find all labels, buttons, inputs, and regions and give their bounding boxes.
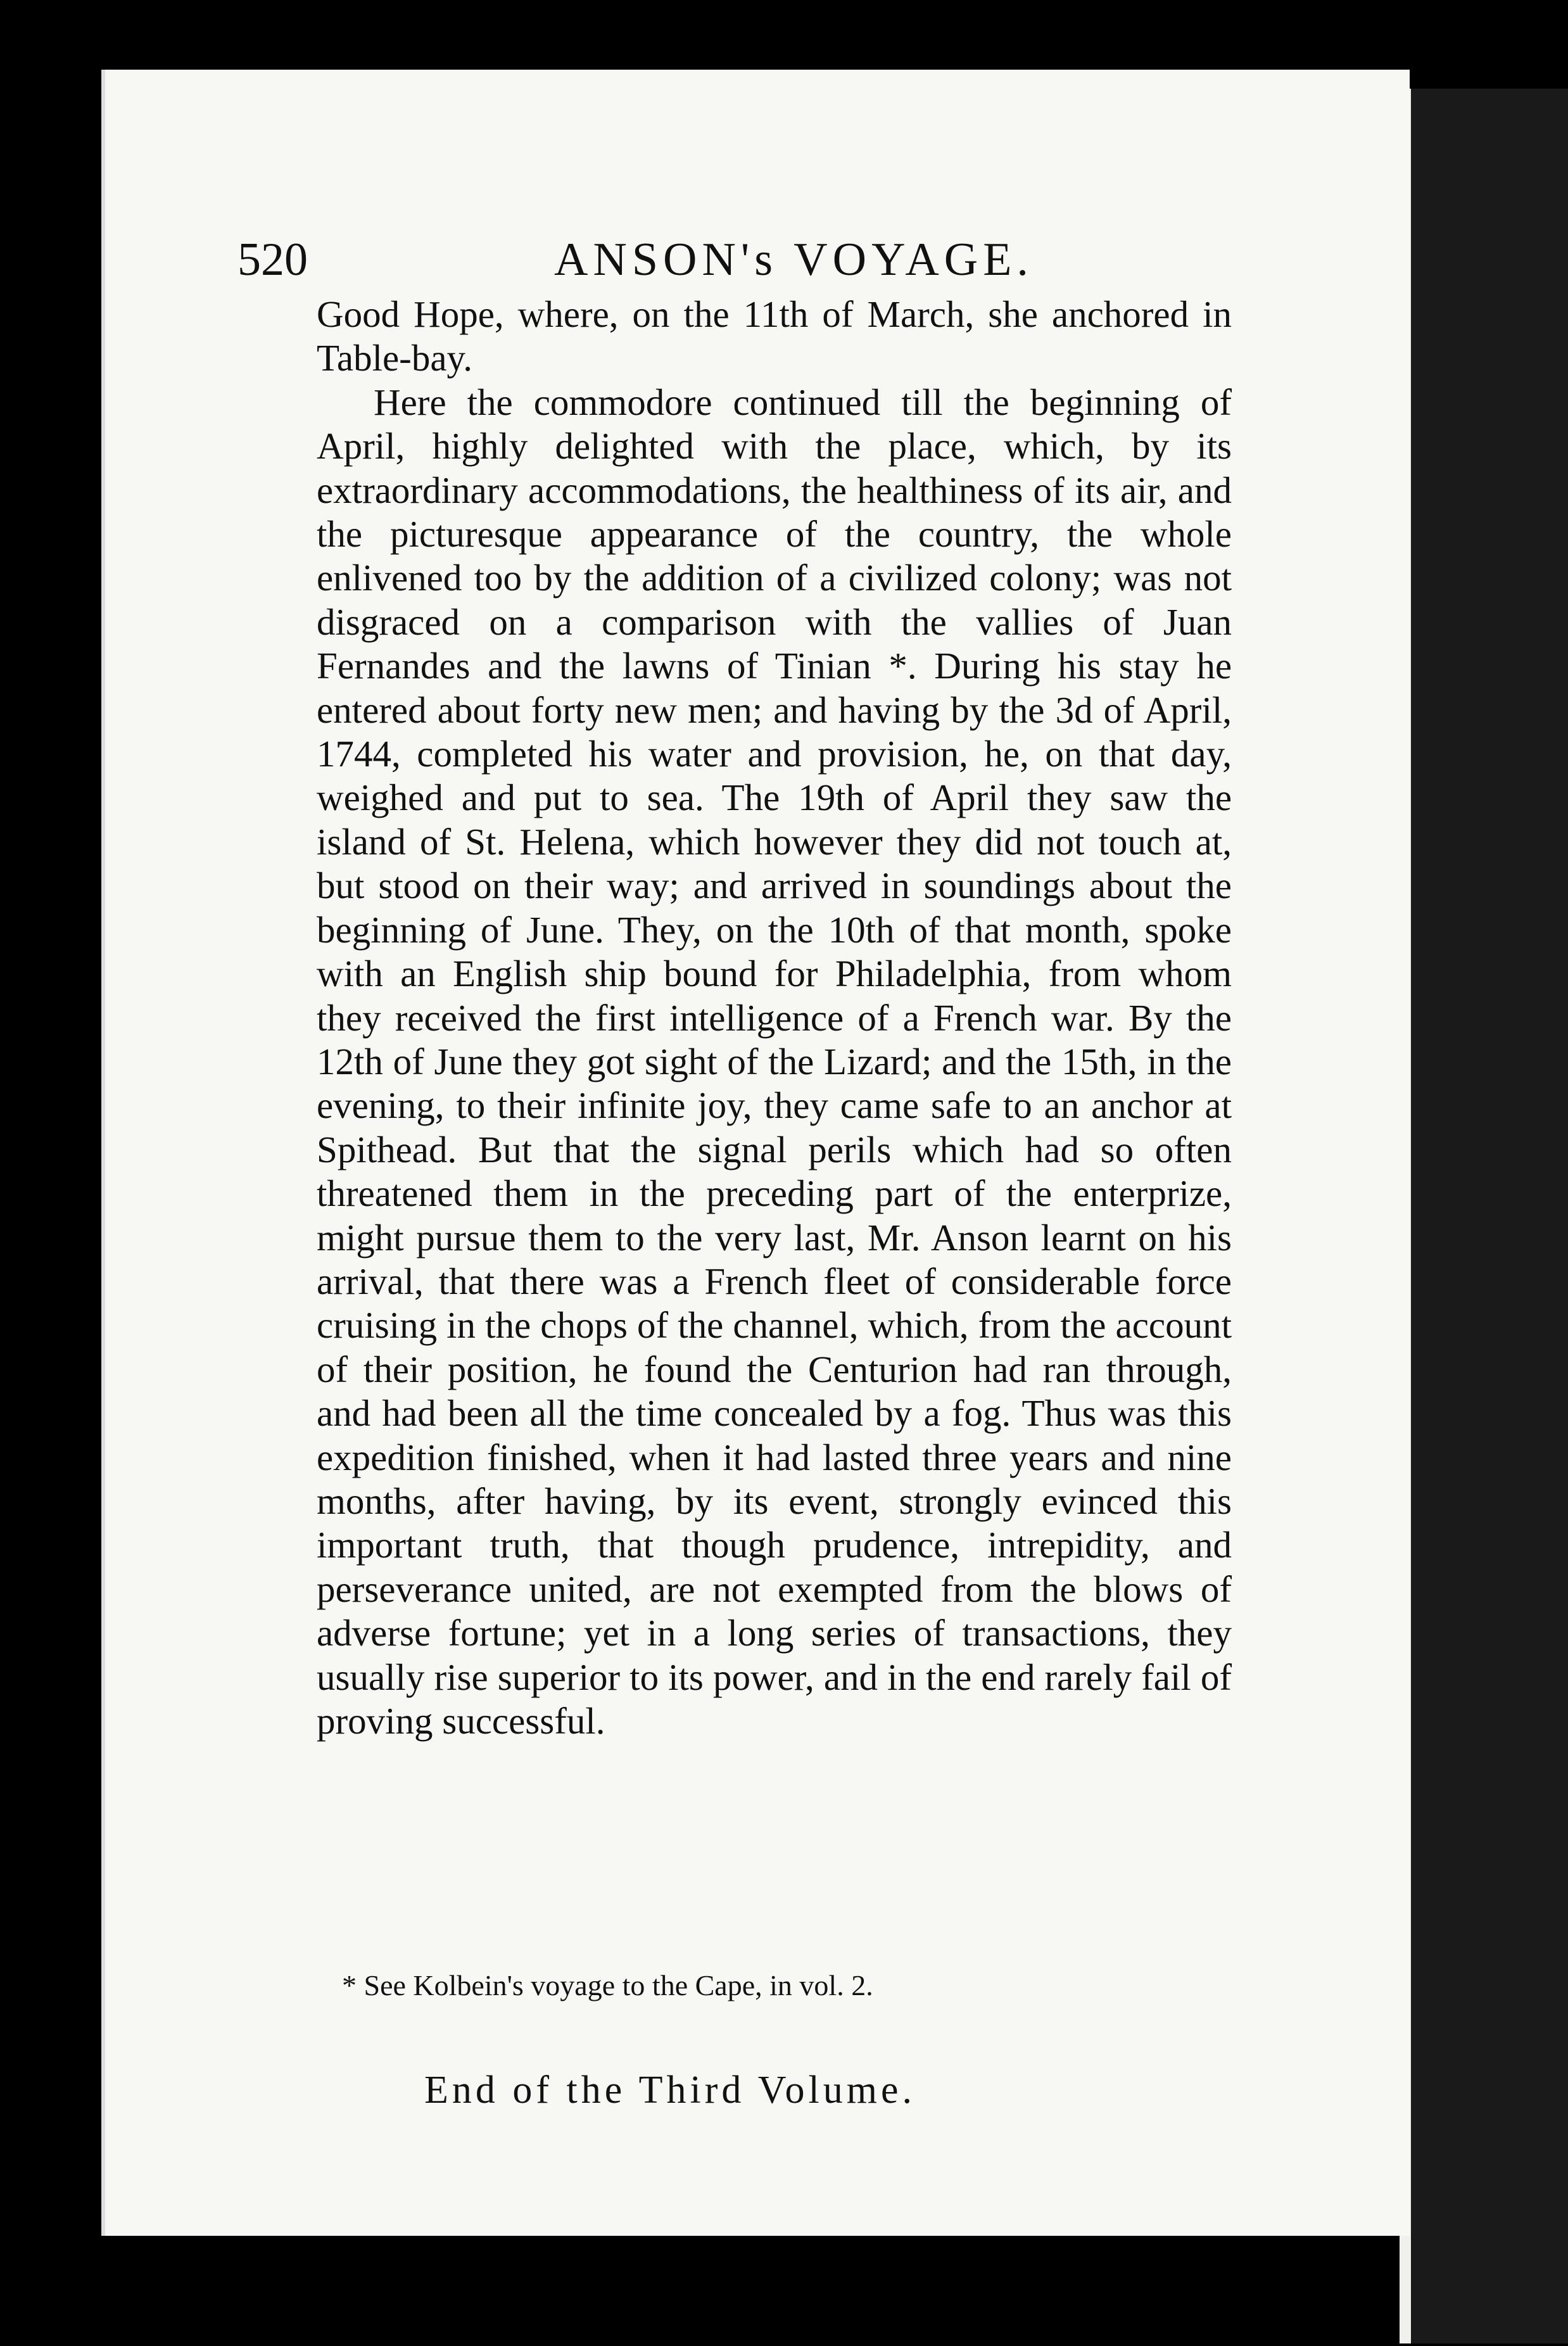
paragraph-main: Here the commodore continued till the beginning of April, highly delighted with the place, which, by its extraordinary accommodations, the healthiness of its air, and the picturesque appearance of the country, the whole enlivened too by the addition of a civilized colony; was not disgraced on a comparison with the vallies of Juan Fernandes and the lawns of Tinian *. During his stay he entered about forty new men; and having by the 3d of April, 1744, completed his water and provision, he, on that day, weighed and put to sea. The 19th of April they saw the island of St. Helena, which however they did not touch at, but stood on their way; and arrived in soundings about the beginning of June. They, on the 10th of that month, spoke with an English ship bound for Philadelphia, from whom they received the first intelligence of a French war. By the 12th of June they got sight of the Lizard; and the 15th, in the evening, to their infinite joy, they came safe to an anchor at Spithead. But that the signal perils which had so often threatened them in the preceding part of the enterprize, might pursue them to the very last, Mr. Anson learnt on his arrival, that there was a French fleet of considerable force cruising in the chops of the channel, which, from the account of their position, he found the Centurion had ran through, and had been all the time concealed by a fog. Thus was this expedition finished, when it had lasted three years and nine months, after having, by its event, strongly evinced this important truth, that though prudence, intrepidity, and perseverance united, are not exempted from the blows of adverse fortune; yet in a long series of transactions, they usually rise superior to its power, and in the end rarely fail of proving successful. — [317, 381, 1232, 1742]
page-header — [237, 228, 1314, 291]
paragraph-continuation: Good Hope, where, on the 11th of March, she anchored in Table-bay. — [317, 293, 1232, 379]
end-of-volume-colophon: End of the Third Volume. — [424, 2069, 916, 2112]
body-text — [317, 293, 1232, 1743]
adjacent-page-edge — [1400, 89, 1568, 2343]
footnote: * See Kolbein's voyage to the Cape, in vol. 2. — [342, 1969, 873, 2001]
running-title: ANSON's VOYAGE. — [554, 234, 1034, 286]
page-number: 520 — [237, 234, 308, 286]
